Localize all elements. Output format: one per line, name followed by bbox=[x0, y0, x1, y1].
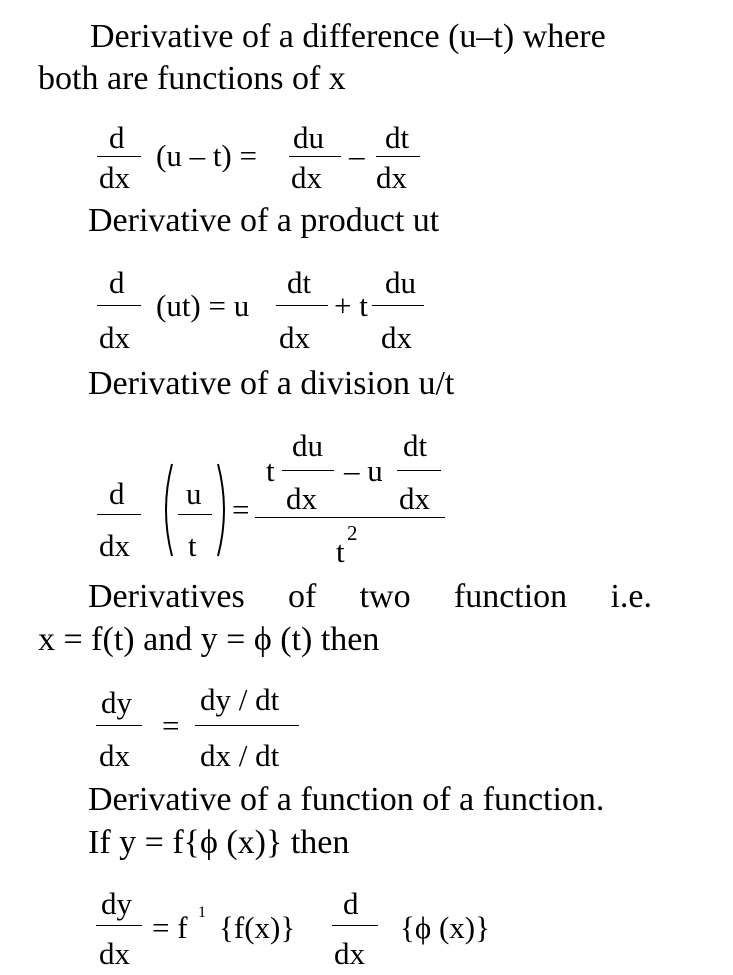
eq-symbol: = f bbox=[152, 910, 188, 945]
fraction-bar bbox=[96, 925, 142, 926]
eq-symbol: dx bbox=[291, 160, 322, 195]
eq-symbol: dx bbox=[99, 160, 130, 195]
fraction-bar bbox=[97, 305, 141, 306]
eq-symbol: dt bbox=[287, 265, 312, 300]
fraction-bar bbox=[276, 305, 328, 306]
text-line: Derivative of a difference (u–t) where bbox=[90, 18, 606, 55]
eq-symbol: dy / dt bbox=[200, 682, 280, 717]
eq-symbol: d bbox=[109, 476, 125, 511]
fraction-bar bbox=[397, 470, 441, 471]
eq-symbol: dx bbox=[334, 936, 365, 971]
text-line: If y = f{ϕ (x)} then bbox=[88, 824, 350, 861]
eq-symbol: dx bbox=[381, 320, 412, 355]
text-line: both are functions of x bbox=[38, 60, 346, 97]
eq-symbol: dt bbox=[403, 428, 428, 463]
eq-symbol: t bbox=[266, 453, 275, 488]
eq-symbol: d bbox=[343, 886, 359, 921]
eq-symbol: dx bbox=[399, 481, 430, 516]
eq-symbol: d bbox=[109, 120, 125, 155]
text-line: Derivatives of two function i.e. bbox=[88, 578, 652, 615]
eq-symbol: (u – t) = bbox=[156, 138, 257, 173]
fraction-bar bbox=[97, 514, 141, 515]
eq-symbol: – bbox=[349, 138, 365, 173]
eq-symbol: du bbox=[292, 428, 323, 463]
eq-symbol: dx bbox=[99, 738, 130, 773]
fraction-bar bbox=[289, 156, 341, 157]
eq-symbol: dy bbox=[101, 685, 132, 720]
eq-exponent: 2 bbox=[347, 521, 358, 545]
eq-symbol: d bbox=[109, 265, 125, 300]
eq-symbol: + t bbox=[334, 288, 368, 323]
fraction-bar bbox=[195, 725, 299, 726]
eq-superscript: 1 bbox=[198, 904, 206, 921]
eq-symbol: dx / dt bbox=[200, 738, 280, 773]
eq-symbol: dx bbox=[99, 320, 130, 355]
fraction-bar bbox=[332, 925, 378, 926]
eq-symbol: dx bbox=[279, 320, 310, 355]
fraction-bar bbox=[178, 514, 212, 515]
fraction-bar bbox=[372, 305, 424, 306]
eq-symbol: dx bbox=[99, 528, 130, 563]
eq-symbol: dx bbox=[376, 160, 407, 195]
eq-symbol: dx bbox=[286, 481, 317, 516]
eq-symbol: dx bbox=[99, 936, 130, 971]
eq-symbol: {f(x)} bbox=[219, 910, 296, 945]
eq-symbol: dy bbox=[101, 886, 132, 921]
eq-symbol: {ϕ (x)} bbox=[400, 910, 490, 945]
text-line: Derivative of a function of a function. bbox=[88, 781, 605, 818]
section-heading: Derivative of a product ut bbox=[88, 202, 440, 239]
eq-symbol: – u bbox=[344, 453, 383, 488]
fraction-bar bbox=[255, 517, 445, 518]
eq-symbol: t bbox=[188, 528, 197, 563]
eq-symbol: du bbox=[385, 265, 416, 300]
section-heading: Derivative of a division u/t bbox=[88, 365, 455, 402]
eq-symbol: dt bbox=[385, 120, 410, 155]
eq-symbol: = bbox=[232, 492, 250, 527]
eq-symbol: t bbox=[336, 534, 345, 569]
eq-symbol: u bbox=[186, 476, 202, 511]
fraction-bar bbox=[97, 156, 141, 157]
eq-symbol: = bbox=[162, 708, 180, 743]
fraction-bar bbox=[96, 725, 142, 726]
eq-symbol: du bbox=[293, 120, 324, 155]
fraction-bar bbox=[282, 470, 334, 471]
fraction-bar bbox=[376, 156, 420, 157]
text-line: x = f(t) and y = ϕ (t) then bbox=[38, 621, 380, 658]
eq-symbol: (ut) = u bbox=[156, 288, 250, 323]
